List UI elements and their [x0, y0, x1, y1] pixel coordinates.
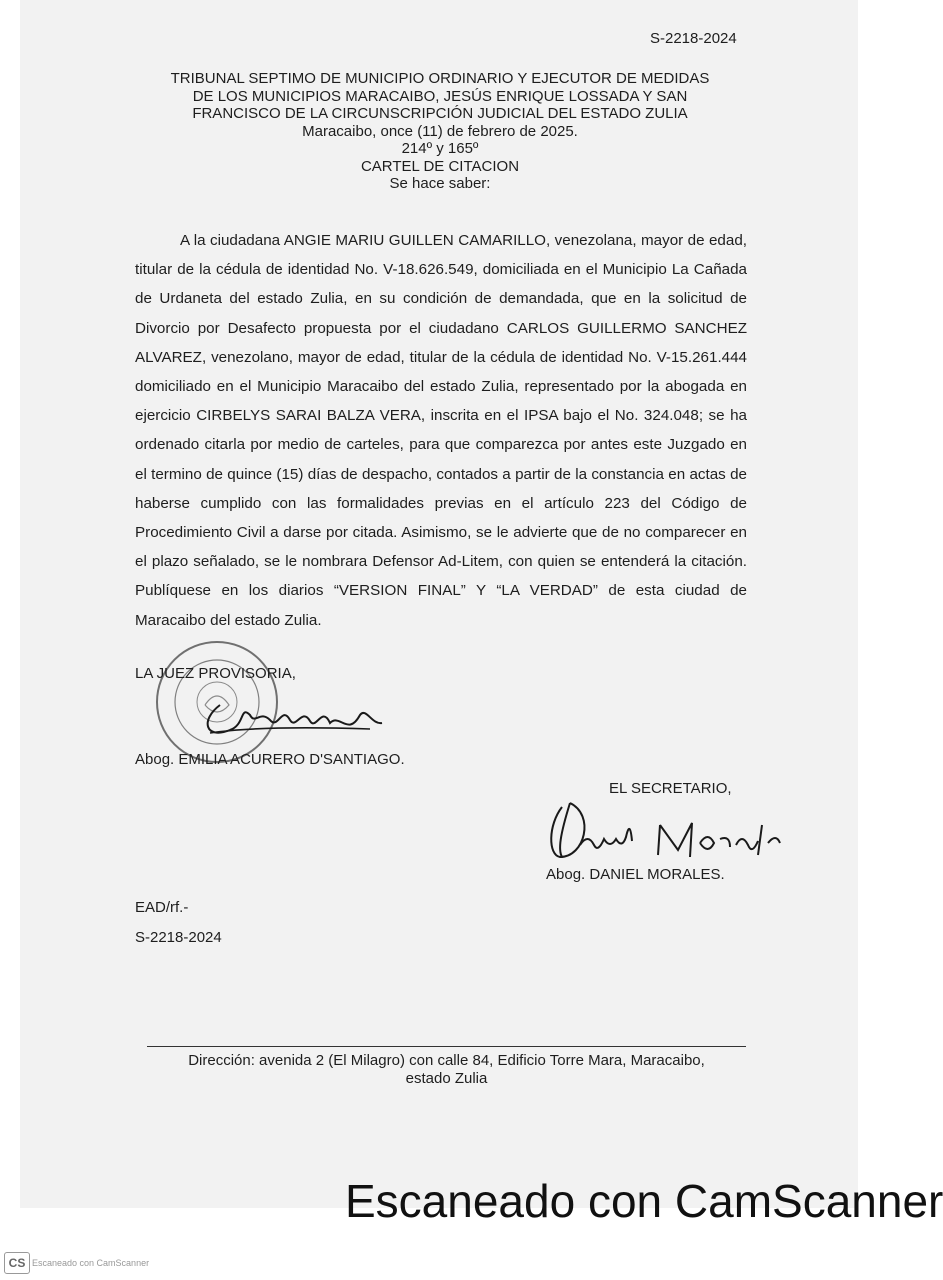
- body-text: [135, 226, 747, 635]
- judge-signature: [190, 685, 390, 745]
- reference-initials: EAD/rf.-: [135, 899, 189, 916]
- footer-address-line-1: Dirección: avenida 2 (El Milagro) con calle 84, Edificio Torre Mara, Maracaibo,: [188, 1052, 705, 1069]
- scanner-watermark-large-text: Escaneado con CamScanner: [345, 1175, 943, 1227]
- scanner-watermark-small: Escaneado con CamScanner: [32, 1258, 150, 1268]
- footer-address: [147, 1052, 746, 1088]
- footer-address-line-2: estado Zulia: [405, 1070, 488, 1087]
- court-name-line-3: FRANCISCO DE LA CIRCUNSCRIPCIÓN JUDICIAL DEL ESTADO ZULIA: [192, 105, 688, 122]
- footer-divider: [147, 1046, 746, 1047]
- years-line: 214º y 165º: [401, 140, 479, 157]
- judge-title: LA JUEZ PROVISORIA,: [135, 665, 296, 682]
- notice-line: Se hace saber:: [389, 175, 491, 192]
- secretary-name: Abog. DANIEL MORALES.: [546, 866, 725, 883]
- secretary-signature: [540, 795, 780, 865]
- case-number-bottom: S-2218-2024: [135, 929, 222, 946]
- document-header: [130, 70, 750, 193]
- court-name-line-1: TRIBUNAL SEPTIMO DE MUNICIPIO ORDINARIO Y EJECUTOR DE MEDIDAS: [170, 70, 710, 87]
- case-number-top: S-2218-2024: [650, 30, 737, 47]
- date-line: Maracaibo, once (11) de febrero de 2025.: [302, 122, 578, 140]
- document-title: CARTEL DE CITACION: [360, 157, 520, 175]
- court-name-line-2: DE LOS MUNICIPIOS MARACAIBO, JESÚS ENRIQUE LOSSADA Y SAN: [192, 87, 688, 105]
- secretary-title: EL SECRETARIO,: [609, 780, 732, 797]
- body-paragraph: A la ciudadana ANGIE MARIU GUILLEN CAMARILLO, venezolana, mayor de edad, titular de la cédula de identidad No. V-18.626.549, domiciliada en el Municipio La Cañada de Urdaneta del estado Zulia, en su condición de demandada, que en la solicitud de Divorcio por Desafecto propuesta por el ciudadano CARLOS GUILLERMO SANCHEZ ALVAREZ, venezolano, mayor de edad, titular de la cédula de identidad No. V-15.261.444 domiciliado en el Municipio Maracaibo del estado Zulia, representado por la abogada en ejercicio CIRBELYS SARAI BALZA VERA, inscrita en el IPSA bajo el No. 324.048; se ha ordenado citarla por medio de carteles, para que comparezca por antes este Juzgado en el termino de quince (15) días de despacho, contados a partir de la constancia en actas de haberse cumplido con las formalidades previas en el artículo 223 del Código de Procedimiento Civil a darse por citada. Asimismo, se le advierte que de no comparecer en el plazo señalado, se le nombrara Defensor Ad-Litem, con quien se entenderá la citación. Publíquese en los diarios “VERSION FINAL” Y “LA VERDAD” de esta ciudad de Maracaibo del estado Zulia.: [135, 232, 747, 629]
- scanner-watermark-large: [345, 1175, 943, 1227]
- judge-name: Abog. EMILIA ACURERO D'SANTIAGO.: [135, 751, 405, 768]
- camscanner-logo-icon: CS: [4, 1252, 30, 1274]
